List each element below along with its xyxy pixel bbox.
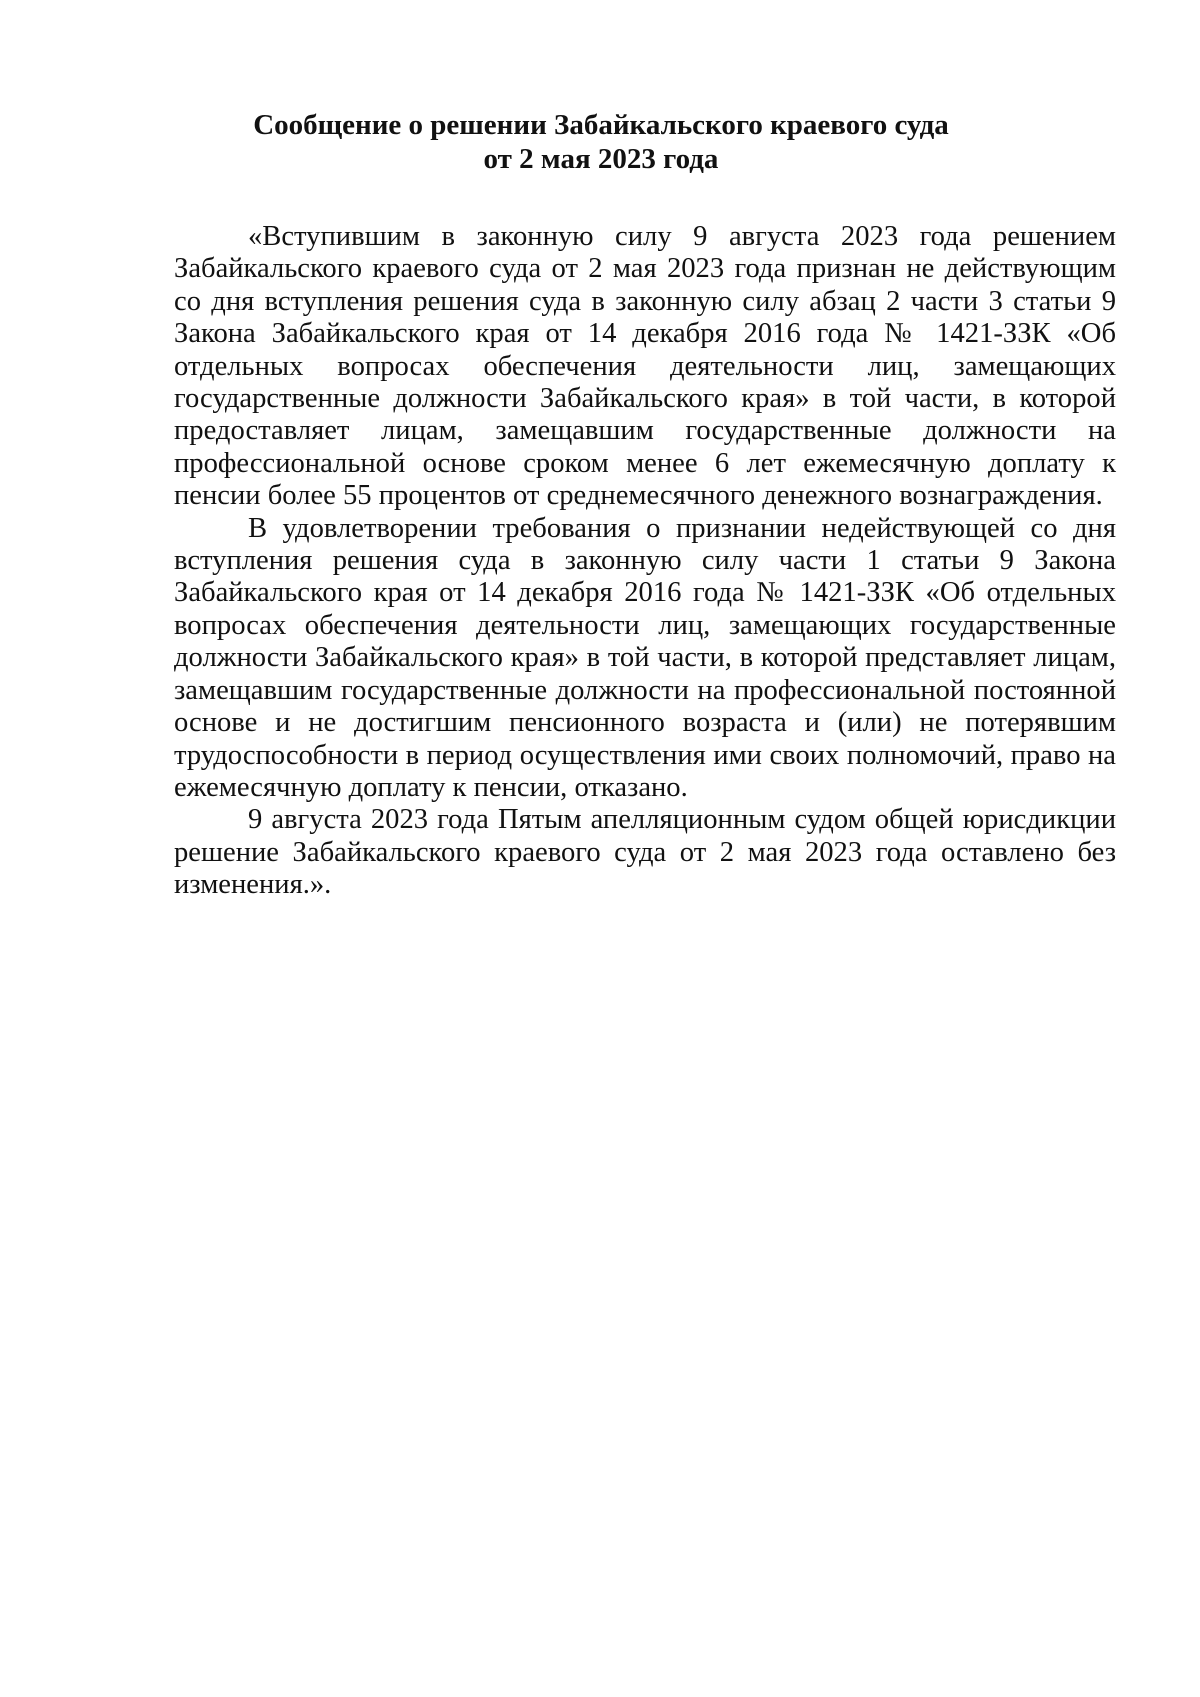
document-body: [174, 221, 1116, 902]
paragraph-2: В удовлетворении требования о признании недействующей со дня вступления решения суда в законную силу части 1 статьи 9 Закона Забайкальского края от 14 декабря 2016 года № 1421-ЗЗК «Об отдельных вопросах обеспечения деятельности лиц, замещающих государственные должности Забайкальского края» в той части, в которой представляет лицам, замещавшим государственные должности на профессиональной постоянной основе и не достигшим пенсионного возраста и (или) не потерявшим трудоспособности в период осуществления ими своих полномочий, право на ежемесячную доплату к пенсии, отказано.: [174, 512, 1116, 803]
title-line-1: Сообщение о решении Забайкальского краевого суда: [253, 109, 949, 141]
paragraph-3: 9 августа 2023 года Пятым апелляционным судом общей юрисдикции решение Забайкальского краевого суда от 2 мая 2023 года оставлено без изменения.».: [174, 804, 1116, 901]
title-line-2: от 2 мая 2023 года: [483, 143, 719, 175]
document-title: [170, 108, 1032, 176]
paragraph-1: «Вступившим в законную силу 9 августа 2023 года решением Забайкальского краевого суда от 2 мая 2023 года признан не действующим со дня вступления решения суда в законную силу абзац 2 части 3 статьи 9 Закона Забайкальского края от 14 декабря 2016 года № 1421-ЗЗК «Об отдельных вопросах обеспечения деятельности лиц, замещающих государственные должности Забайкальского края» в той части, в которой предоставляет лицам, замещавшим государственные должности на профессиональной основе сроком менее 6 лет ежемесячную доплату к пенсии более 55 процентов от среднемесячного денежного вознаграждения.: [174, 221, 1116, 512]
